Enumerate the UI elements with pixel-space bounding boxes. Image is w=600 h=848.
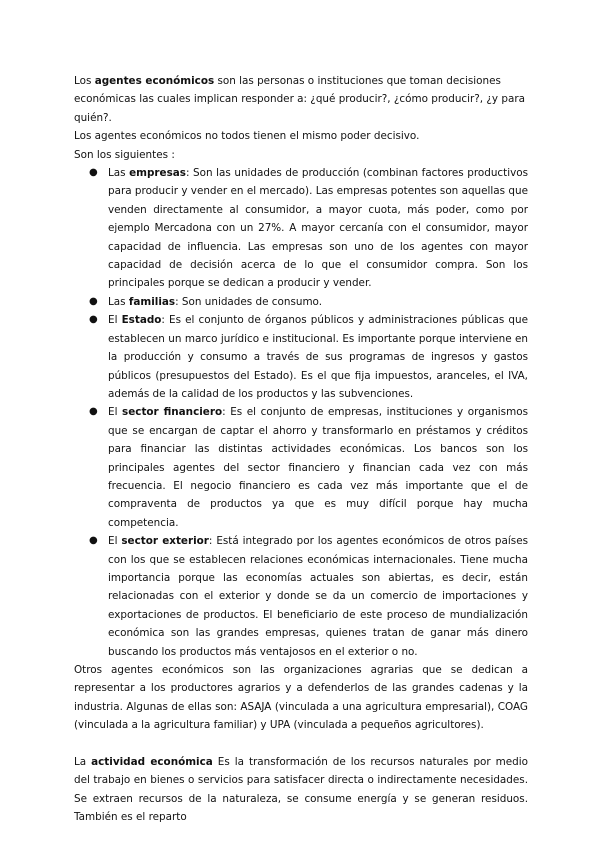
list-item-text: : Son las unidades de producción (combinan factores productivos para producir y vender en el mercado). Las empresas potentes son aquellas que venden directamente al consumidor, a mayor cuota, más poder, como por ejemplo Mercadona con un 27%. A mayor cercanía con el consumidor, mayor capacidad de influencia. Las empresas son uno de los agentes con mayor capacidad de decisión acerca de lo que el consumidor compra. Son los principales porque se dedican a producir y vender.	[108, 167, 529, 290]
term-agentes-economicos: agentes económicos	[94, 75, 215, 87]
paragraph-spacer	[74, 735, 528, 753]
term-empresas: empresas	[129, 167, 186, 180]
activity-text-pre: La	[74, 756, 92, 769]
intro-text-post: son las personas o instituciones que toman decisiones económicas las cuales implican responder a: ¿qué producir?, ¿cómo producir?, ¿y para quién?.	[74, 75, 525, 124]
list-item-pre: El	[108, 314, 122, 327]
list-item-sector-financiero	[89, 403, 528, 532]
intro-section	[74, 72, 528, 164]
list-item-text: : Es el conjunto de empresas, instituciones y organismos que se encargan de captar el ahorro y transformarlo en préstamos y créditos para financiar las distintas actividades económicas. Los bancos son los principales agentes del sector financiero y financian cada vez con más frecuencia. El negocio financiero es cada vez más importante que el de compraventa de productos ya que es muy difícil porque hay mucha competencia.	[108, 406, 528, 529]
term-sector-exterior: sector exterior	[121, 535, 209, 548]
others-paragraph: Otros agentes económicos son las organizaciones agrarias que se dedican a representar a los productores agrarios y a defenderlos de las grandes cadenas y la industria. Algunas de ellas son: ASAJA (vinculada a una agricultura empresarial), COAG (vinculada a la agricultura familiar) y UPA (vinculada a pequeños agricultores).	[74, 664, 528, 732]
bullet-icon: ●	[89, 406, 98, 418]
list-item-estado	[89, 311, 528, 403]
list-item-pre: Las	[108, 167, 130, 180]
activity-paragraph	[74, 753, 528, 827]
term-actividad-economica: actividad económica	[91, 756, 213, 769]
activity-text-post: Es la transformación de los recursos naturales por medio del trabajo en bienes o servicios para satisfacer directa o indirectamente necesidades. Se extraen recursos de la naturaleza, se consume energía y se generan residuos. También es el reparto	[74, 756, 528, 824]
list-item-empresas	[89, 164, 529, 293]
bullet-icon: ●	[89, 295, 98, 307]
term-familias: familias	[128, 295, 176, 308]
list-item-text: : Es el conjunto de órganos públicos y administraciones públicas que establecen un marco jurídico e institucional. Es importante porque interviene en la producción y consumo a través de sus programas de ingresos y gastos públicos (presupuestos del Estado). Es el que fija impuestos, aranceles, el IVA, además de la calidad de los productos y las subvenciones.	[108, 314, 528, 400]
bullet-icon: ●	[89, 167, 98, 179]
intro-power-paragraph: Los agentes económicos no todos tienen el mismo poder decisivo.	[74, 130, 420, 143]
intro-text-pre: Los	[74, 75, 95, 87]
list-item-pre: Las	[108, 295, 129, 308]
intro-list-lead: Son los siguientes :	[74, 148, 175, 161]
document-body	[74, 72, 528, 827]
list-item-text: : Son unidades de consumo.	[175, 295, 323, 308]
list-item-pre: El	[108, 406, 123, 419]
bullet-icon: ●	[89, 535, 98, 547]
term-estado: Estado	[121, 314, 162, 327]
list-item-familias	[89, 293, 528, 311]
list-item-text: : Está integrado por los agentes económicos de otros países con los que se establecen relaciones económicas internacionales. Tiene mucha importancia porque las economías actuales son abiertas, es decir, están relacionadas con el exterior y donde se da un comercio de importaciones y exportaciones de productos. El beneficiario de este proceso de mundialización económica son las grandes empresas, quienes tratan de ganar más dinero buscando los productos más ventajosos en el exterior o no.	[108, 535, 528, 658]
term-sector-financiero: sector financiero	[122, 406, 223, 419]
agents-list	[74, 164, 528, 661]
bullet-icon: ●	[89, 314, 98, 326]
list-item-pre: El	[108, 535, 122, 548]
list-item-sector-exterior	[89, 532, 528, 661]
intro-paragraph	[74, 72, 528, 127]
